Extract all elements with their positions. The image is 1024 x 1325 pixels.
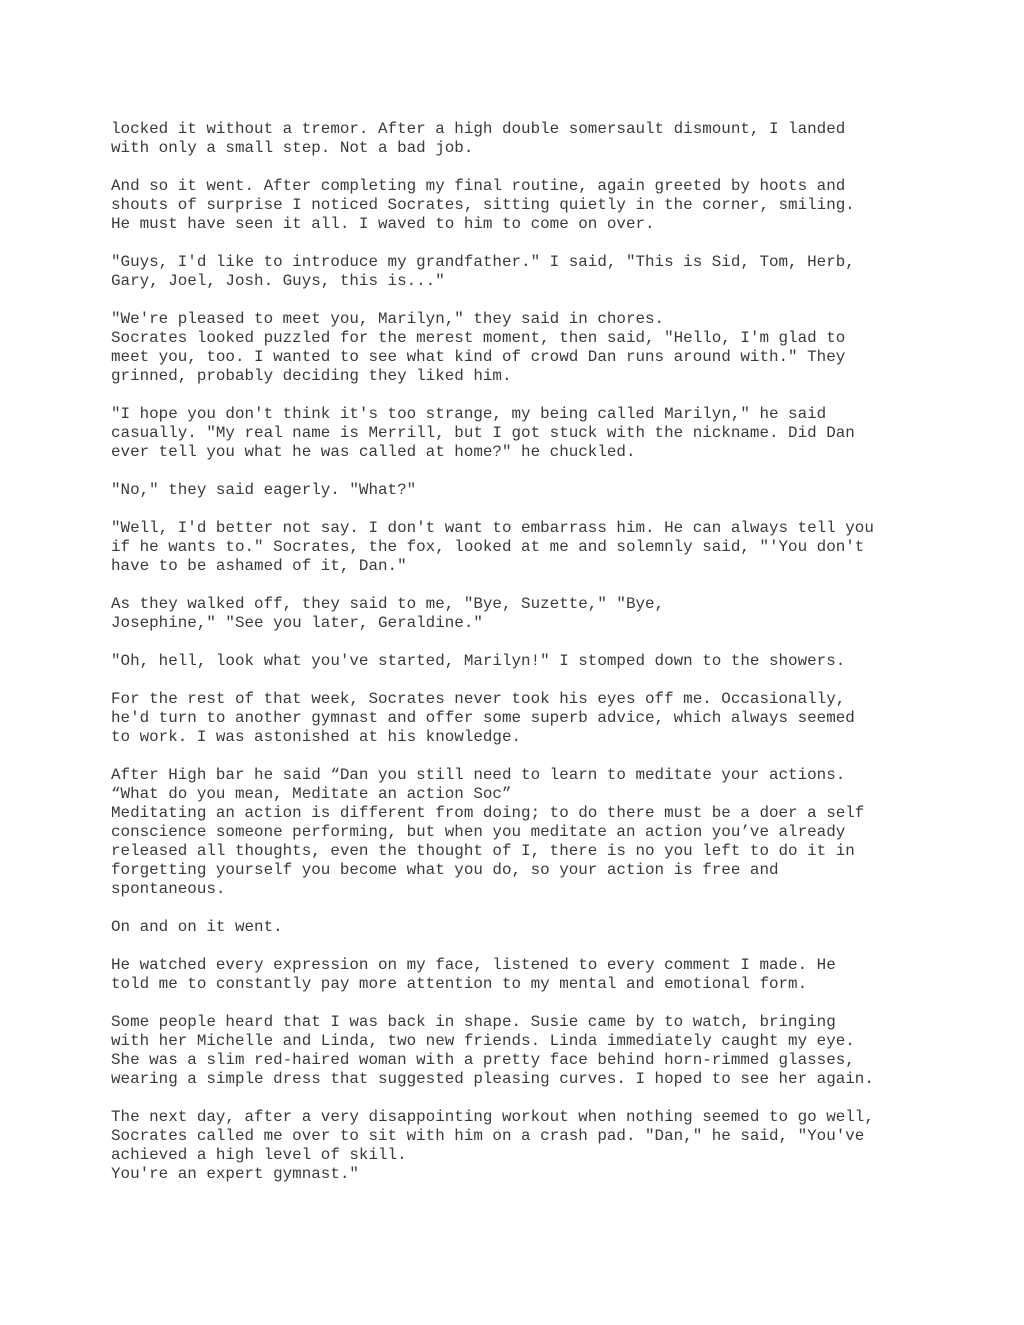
text-line: Socrates looked puzzled for the merest moment, then said, "Hello, I'm glad to: [111, 329, 846, 347]
text-line: wearing a simple dress that suggested pleasing curves. I hoped to see her again.: [111, 1070, 874, 1088]
text-line: "Guys, I'd like to introduce my grandfather." I said, "This is Sid, Tom, Herb,: [111, 253, 855, 271]
text-line: conscience someone performing, but when you meditate an action you’ve already: [111, 823, 846, 841]
paragraph: [111, 177, 971, 234]
text-line: "Oh, hell, look what you've started, Marilyn!" I stomped down to the showers.: [111, 652, 846, 670]
paragraph: [111, 766, 971, 899]
text-line: ever tell you what he was called at home?" he chuckled.: [111, 443, 636, 461]
text-line: Some people heard that I was back in shape. Susie came by to watch, bringing: [111, 1013, 836, 1031]
text-line: "Well, I'd better not say. I don't want to embarrass him. He can always tell you: [111, 519, 874, 537]
text-line: "We're pleased to meet you, Marilyn," they said in chores.: [111, 310, 665, 328]
paragraph: [111, 595, 971, 633]
paragraph: [111, 1013, 971, 1089]
paragraph: [111, 690, 971, 747]
text-line: "No," they said eagerly. "What?": [111, 481, 417, 499]
text-line: After High bar he said “Dan you still need to learn to meditate your actions.: [111, 766, 846, 784]
body-text: [111, 120, 971, 1203]
text-line: forgetting yourself you become what you do, so your action is free and: [111, 861, 779, 879]
paragraph: [111, 519, 971, 576]
text-line: Meditating an action is different from doing; to do there must be a doer a self: [111, 804, 865, 822]
paragraph: [111, 253, 971, 291]
text-line: locked it without a tremor. After a high double somersault dismount, I landed: [111, 120, 846, 138]
paragraph: [111, 405, 971, 462]
paragraph: [111, 310, 971, 386]
text-line: You're an expert gymnast.": [111, 1165, 359, 1183]
text-line: shouts of surprise I noticed Socrates, sitting quietly in the corner, smiling.: [111, 196, 855, 214]
paragraph: [111, 1108, 971, 1184]
text-line: She was a slim red-haired woman with a pretty face behind horn-rimmed glasses,: [111, 1051, 855, 1069]
paragraph: [111, 918, 971, 937]
text-line: Josephine," "See you later, Geraldine.": [111, 614, 483, 632]
paragraph: [111, 481, 971, 500]
text-line: to work. I was astonished at his knowledge.: [111, 728, 522, 746]
text-line: "I hope you don't think it's too strange, my being called Marilyn," he said: [111, 405, 827, 423]
text-line: meet you, too. I wanted to see what kind of crowd Dan runs around with." They: [111, 348, 846, 366]
text-line: with only a small step. Not a bad job.: [111, 139, 474, 157]
text-line: He must have seen it all. I waved to him to come on over.: [111, 215, 655, 233]
text-line: released all thoughts, even the thought of I, there is no you left to do it in: [111, 842, 855, 860]
text-line: Socrates called me over to sit with him on a crash pad. "Dan," he said, "You've: [111, 1127, 865, 1145]
text-line: if he wants to." Socrates, the fox, looked at me and solemnly said, "'You don't: [111, 538, 865, 556]
text-line: grinned, probably deciding they liked him.: [111, 367, 512, 385]
text-line: The next day, after a very disappointing workout when nothing seemed to go well,: [111, 1108, 874, 1126]
text-line: told me to constantly pay more attention to my mental and emotional form.: [111, 975, 808, 993]
text-line: “What do you mean, Meditate an action Soc”: [111, 785, 512, 803]
text-line: achieved a high level of skill.: [111, 1146, 407, 1164]
text-line: Gary, Joel, Josh. Guys, this is...": [111, 272, 445, 290]
paragraph: [111, 652, 971, 671]
paragraph: [111, 956, 971, 994]
text-line: have to be ashamed of it, Dan.": [111, 557, 407, 575]
text-line: He watched every expression on my face, listened to every comment I made. He: [111, 956, 836, 974]
text-line: For the rest of that week, Socrates never took his eyes off me. Occasionally,: [111, 690, 846, 708]
text-line: On and on it went.: [111, 918, 283, 936]
text-line: he'd turn to another gymnast and offer some superb advice, which always seemed: [111, 709, 855, 727]
text-line: And so it went. After completing my final routine, again greeted by hoots and: [111, 177, 846, 195]
text-line: As they walked off, they said to me, "Bye, Suzette," "Bye,: [111, 595, 665, 613]
text-line: with her Michelle and Linda, two new friends. Linda immediately caught my eye.: [111, 1032, 855, 1050]
text-line: casually. "My real name is Merrill, but I got stuck with the nickname. Did Dan: [111, 424, 855, 442]
text-line: spontaneous.: [111, 880, 226, 898]
paragraph: [111, 120, 971, 158]
